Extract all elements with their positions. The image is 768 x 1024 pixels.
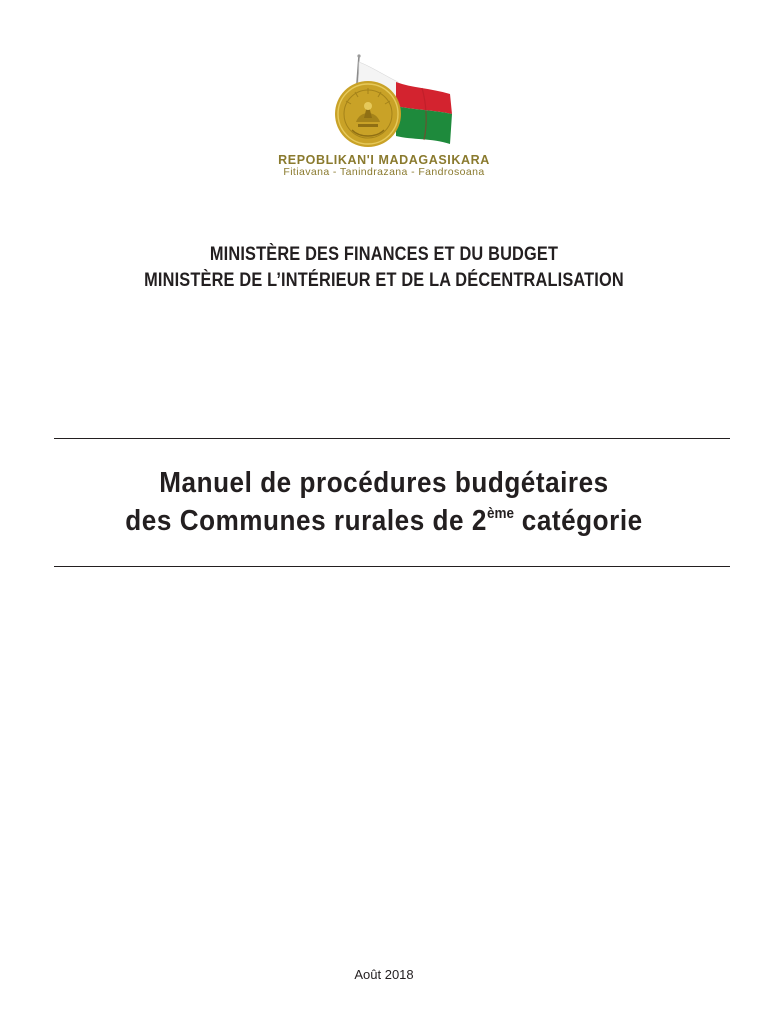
emblem-motto: Fitiavana - Tanindrazana - Fandrosoana — [283, 166, 485, 178]
emblem-block — [0, 52, 768, 177]
title-line-2 — [38, 502, 729, 540]
title-superscript: ème — [486, 505, 514, 522]
top-divider — [54, 438, 730, 439]
title-line-2-suffix: catégorie — [513, 505, 643, 537]
bottom-divider — [54, 566, 730, 567]
title-line-1: Manuel de procédures budgétaires — [159, 467, 609, 499]
document-title — [0, 464, 768, 540]
emblem-title: REPOBLIKAN'I MADAGASIKARA — [278, 153, 490, 167]
ministry-interieur: MINISTÈRE DE L’INTÉRIEUR ET DE LA DÉCENTRALISATION — [144, 270, 624, 291]
madagascar-seal-and-flag-icon — [326, 52, 458, 148]
publication-date: Août 2018 — [354, 967, 414, 982]
title-line-2-prefix: des Communes rurales de 2 — [125, 505, 487, 537]
ministry-finances: MINISTÈRE DES FINANCES ET DU BUDGET — [209, 244, 559, 265]
ministries-heading — [0, 242, 768, 294]
